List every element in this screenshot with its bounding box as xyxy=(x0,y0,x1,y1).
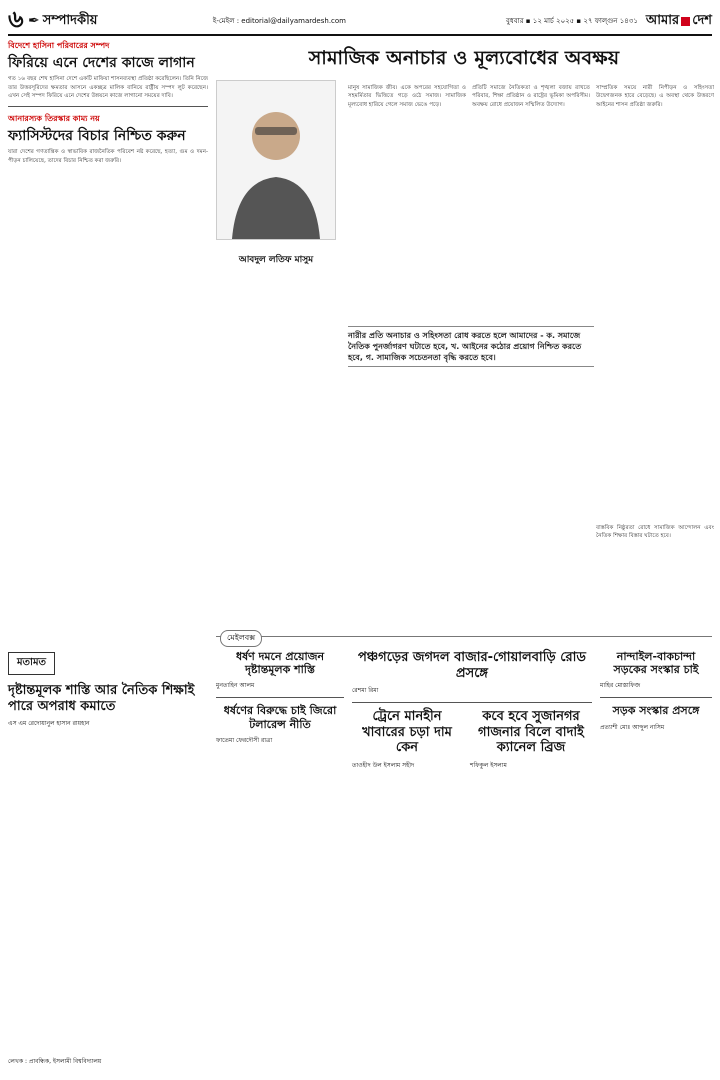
editorial2-kicker: আনারস্যক তিরস্কার কাম্য নয় xyxy=(8,114,100,124)
article-col-3: সাম্প্রতিক সময়ে নারী নিপীড়ন ও সহিংসতা উদ্বেগজনক হারে বেড়েছে। এ অবস্থা থেকে উত্তরণে আইনের শাসন প্রতিষ্ঠা জরুরি। xyxy=(596,85,714,108)
motamot-title[interactable]: দৃষ্টান্তমূলক শাস্তি আর নৈতিক শিক্ষাই পারে অপরাধ কমাতে xyxy=(8,683,195,714)
op4-sig: তাওহীদ উল ইসলাম সহীদ xyxy=(352,761,415,769)
editorial1-title[interactable]: ফিরিয়ে এনে দেশের কাজে লাগান xyxy=(8,55,195,71)
op4-title[interactable]: ট্রেনে মানহীন খাবারের চড়া দাম কেন xyxy=(362,709,452,756)
brand-logo xyxy=(646,11,712,32)
motamot-badge: মতামত xyxy=(8,652,55,675)
op3-title[interactable]: পঞ্চগড়ের জগদল বাজার-গোয়ালবাড়ি রোড প্রসঙ্গে xyxy=(357,650,586,681)
editorial-column xyxy=(8,40,208,165)
op7-sig: প্রত্যাশী মোঃ আব্দুল নাসিম xyxy=(600,723,665,731)
mailbox-rule xyxy=(216,636,712,637)
footer-note: লেখক : প্রাবন্ধিক, ইসলামী বিশ্ববিদ্যালয় xyxy=(8,1058,102,1065)
op3-sig: রেশমা রিমা xyxy=(352,687,379,695)
pull-quote: নারীর প্রতি অনাচার ও সহিংসতা রোধ করতে হলে আমাদের - ক. সমাজে নৈতিক পুনর্জাগরণ ঘটাতে হবে, খ. আইনের কঠোর প্রয়োগ নিশ্চিত করতে হবে, গ. সামাজিক সচেতনতা বৃদ্ধি করতে হবে। xyxy=(348,326,594,367)
brand-square-icon xyxy=(681,17,690,26)
main-headline[interactable]: সামাজিক অনাচার ও মূল্যবোধের অবক্ষয় xyxy=(308,47,620,69)
author-portrait-icon xyxy=(217,81,335,239)
author-photo xyxy=(216,80,336,240)
author-byline: আবদুল লতিফ মাসুম xyxy=(238,255,314,265)
article-col-1: মানুষ সামাজিক জীব। একে অপরের সহযোগিতা ও সহমর্মিতার ভিত্তিতে গড়ে ওঠে সমাজ। সামাজিক মূল্যবোধ হারিয়ে গেলে সমাজ ভেঙে পড়ে। xyxy=(348,85,466,108)
brand-text-a: আমার xyxy=(645,12,680,28)
motamot-author: এস এম রেদোয়ানুল হাসান রায়হান xyxy=(8,720,90,728)
op6-sig: মাহির মোস্তাফিজ xyxy=(600,682,641,690)
article-col-4: বাস্তবিক নিষ্ঠুরতা রোধে সামাজিক আন্দোলন এবং নৈতিক শিক্ষার বিস্তার ঘটাতে হবে। xyxy=(596,525,714,540)
op7-title[interactable]: সড়ক সংস্কার প্রসঙ্গে xyxy=(612,704,700,718)
editorial2-title[interactable]: ফ্যাসিস্টদের বিচার নিশ্চিত করুন xyxy=(8,128,186,145)
brand-text-b: দেশ xyxy=(692,12,712,28)
mailbox-badge: মেইলবক্স xyxy=(220,630,262,647)
op2-title[interactable]: ধর্ষণের বিরুদ্ধে চাই জিরো টলারেন্স নীতি xyxy=(223,704,337,731)
opinion-col-2 xyxy=(352,650,592,771)
divider xyxy=(8,106,208,107)
op6-title[interactable]: নান্দাইল-বাকচান্দা সড়কের সংস্কার চাই xyxy=(613,650,699,677)
motamot-box xyxy=(8,650,208,1070)
date-line: বুধবার ▪ ১২ মার্চ ২০২৫ ▪ ২৭ ফাল্গুন ১৪৩১ xyxy=(505,17,638,25)
opinion-col-1 xyxy=(216,650,344,746)
op5-title[interactable]: কবে হবে সুজানগর গাজনার বিলে বাদাই ক্যানেল ব্রিজ xyxy=(478,709,584,756)
article-col-2: প্রতিটি সমাজে নৈতিকতা ও শৃঙ্খলা বজায় রাখতে পরিবার, শিক্ষা প্রতিষ্ঠান ও রাষ্ট্রের ভূমিকা অপরিসীম। অবক্ষয় রোধে প্রয়োজন সম্মিলিত উদ্যোগ। xyxy=(472,85,590,108)
op5-sig: শফিকুল ইসলাম xyxy=(470,761,507,769)
op1-title[interactable]: ধর্ষণ দমনে প্রয়োজন দৃষ্টান্তমূলক শাস্তি xyxy=(235,650,325,677)
opinion-col-3 xyxy=(600,650,712,733)
editorial-email[interactable]: ই-মেইল : editorial@dailyamardesh.com xyxy=(212,17,347,25)
editorial1-body: গত ১৬ বছর শেখ হাসিনা দেশে একটি মাফিয়া শাসনব্যবস্থা প্রতিষ্ঠা করেছিলেন। তিনি নিজে তার উত্তরসূরিদের ক্ষমতার আসনে একচ্ছত্র মালিক বানিয়ে রাষ্ট্রীয় সম্পদ লুট করেছেন। এখন সেই সম্পদ ফিরিয়ে এনে দেশের উন্নয়নে কাজে লাগানো সময়ের দাবি। xyxy=(8,76,208,99)
op2-sig: ফাতেমা ফেরদৌসী রাত্রা xyxy=(216,736,273,744)
op1-sig: মুনতাহিন আলম xyxy=(216,682,255,690)
masthead xyxy=(8,4,712,36)
page-number: ৬ xyxy=(8,4,24,33)
editorial1-kicker: বিদেশে হাসিনা পরিবারের সম্পদ xyxy=(8,41,110,50)
section-title: সম্পাদকীয় xyxy=(42,12,98,28)
editorial2-body: যারা দেশের গণতান্ত্রিক ও স্বাভাবিক রাজনৈতিক পরিবেশ নষ্ট করেছে, হত্যা, গুম ও দমন-পীড়ন চালিয়েছে, তাদের বিচার নিশ্চিত করা জরুরি। xyxy=(8,149,208,164)
quill-icon: ✒ xyxy=(28,13,40,29)
